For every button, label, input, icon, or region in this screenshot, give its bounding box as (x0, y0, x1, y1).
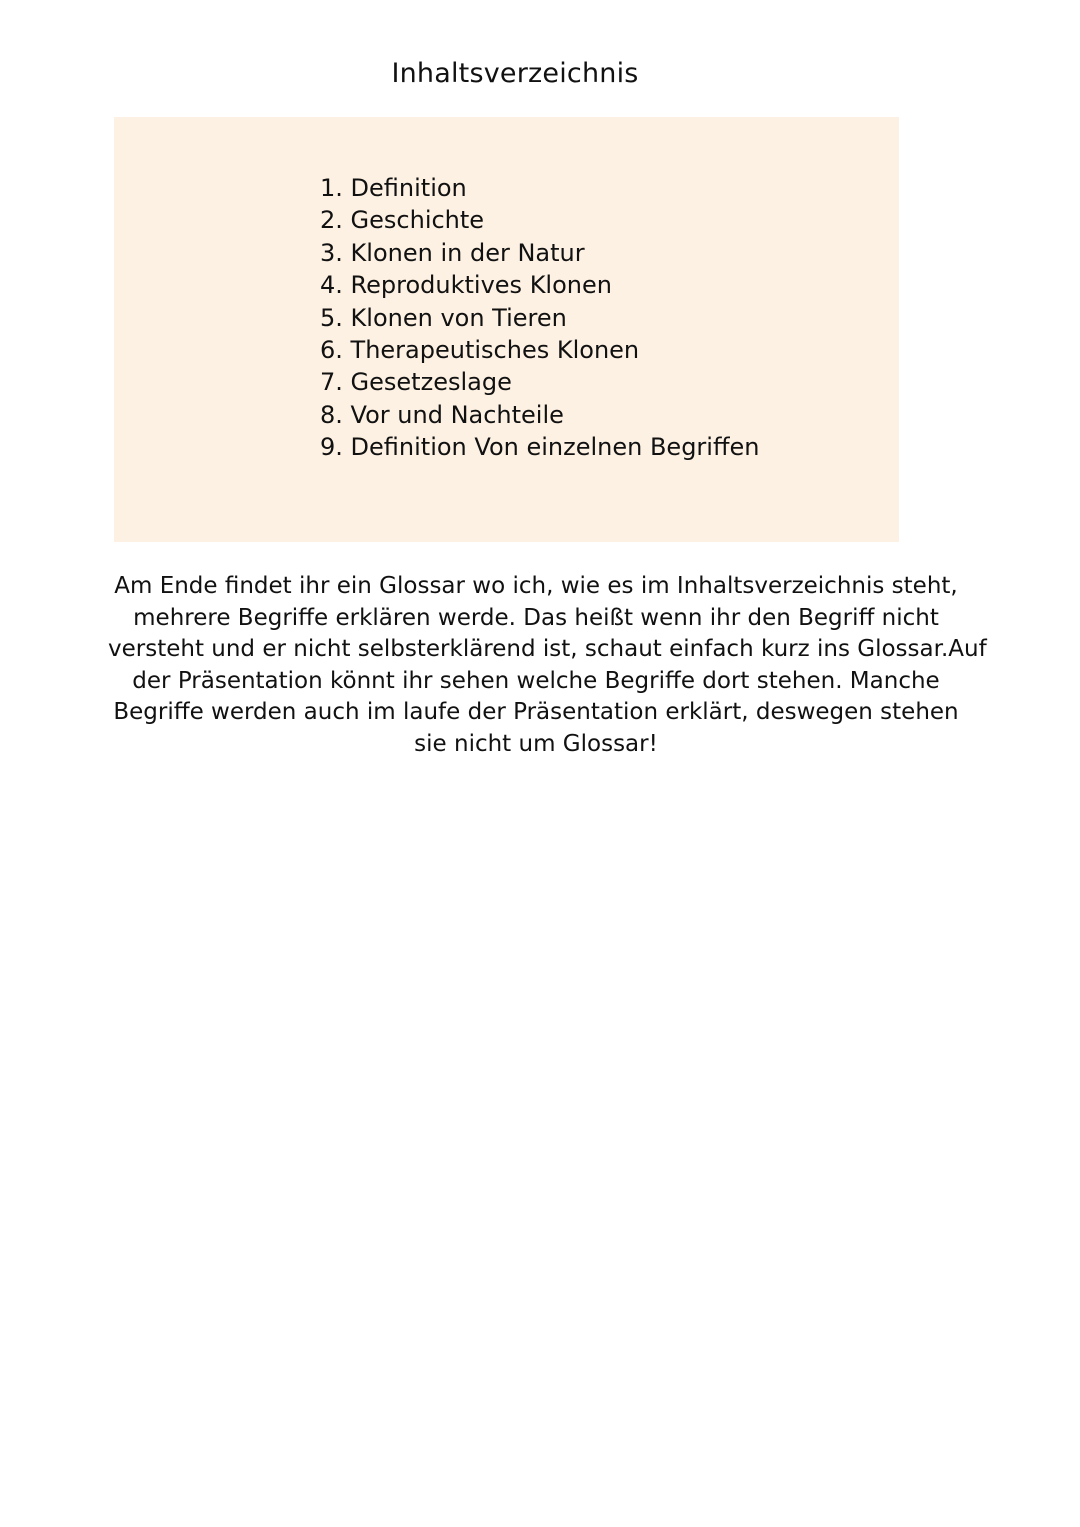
intro-paragraph (108, 571, 987, 760)
toc-item-label: Definition (350, 174, 467, 202)
page-title: Inhaltsverzeichnis (391, 58, 639, 89)
toc-item-label: Reproduktives Klonen (350, 271, 612, 300)
toc-item-label: Gesetzeslage (350, 368, 512, 397)
intro-line: versteht und er nicht selbsterklärend ist, schaut einfach kurz ins Glossar.Auf (108, 636, 987, 662)
toc-item (320, 399, 759, 431)
toc-item-number: 7. (320, 368, 343, 397)
toc-item-number: 5. (320, 303, 343, 332)
toc-item-number: 9. (320, 433, 343, 462)
toc-item (320, 237, 759, 269)
toc-item-number: 6. (320, 336, 343, 365)
toc-item (320, 366, 759, 398)
toc-item-label: Klonen in der Natur (350, 238, 585, 267)
toc-item-label: Geschichte (350, 206, 485, 235)
toc-item-number: 2. (320, 206, 343, 235)
intro-line: sie nicht um Glossar! (414, 730, 658, 757)
toc-item-number: 3. (320, 238, 343, 267)
toc-item (320, 334, 759, 366)
toc-item (320, 302, 759, 334)
toc-list (320, 172, 759, 464)
toc-item-label: Definition Von einzelnen Begriffen (350, 433, 760, 462)
toc-item-number: 8. (320, 400, 343, 429)
toc-item (320, 204, 759, 236)
toc-item (320, 269, 759, 301)
intro-line: Begriffe werden auch im laufe der Präsentation erklärt, deswegen stehen (113, 699, 959, 725)
toc-item-label: Klonen von Tieren (350, 303, 567, 332)
toc-item (320, 172, 759, 204)
toc-item-number: 1. (320, 174, 343, 202)
toc-item-number: 4. (320, 271, 343, 300)
toc-item (320, 431, 759, 463)
toc-item-label: Vor und Nachteile (350, 400, 564, 429)
intro-line: mehrere Begriffe erklären werde. Das heißt wenn ihr den Begriff nicht (133, 604, 939, 631)
table-of-contents-box (114, 117, 899, 542)
toc-item-label: Therapeutisches Klonen (350, 336, 640, 365)
intro-line: der Präsentation könnt ihr sehen welche Begriffe dort stehen. Manche (132, 667, 940, 694)
intro-line: Am Ende findet ihr ein Glossar wo ich, wie es im Inhaltsverzeichnis steht, (114, 573, 958, 599)
